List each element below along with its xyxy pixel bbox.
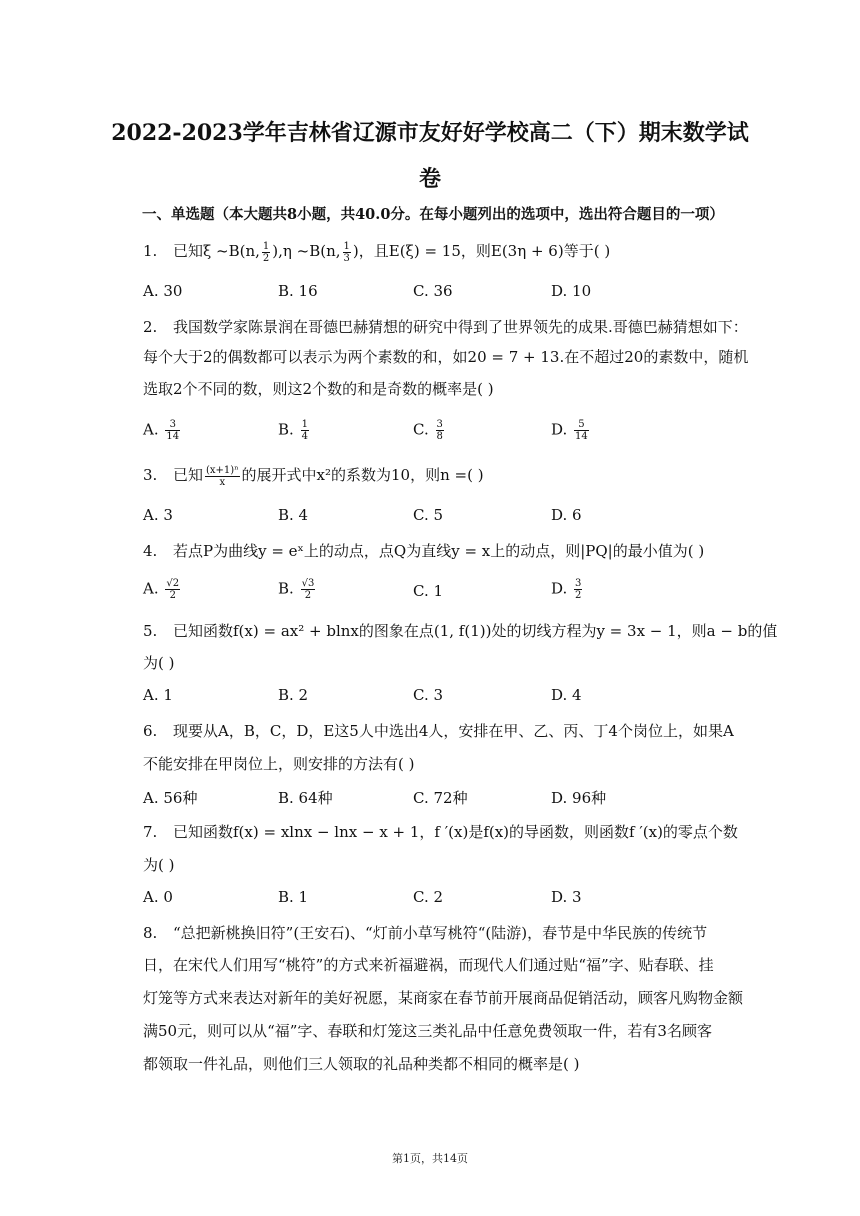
question-number: 4. (143, 542, 158, 560)
option-c[interactable]: C. 72种 (413, 789, 468, 807)
question-number: 3. (143, 466, 158, 484)
question-number: 8. (143, 924, 158, 942)
question-number: 1. (143, 242, 158, 260)
option-a[interactable]: A. $\frac{√2}{2}$ (143, 578, 180, 601)
question-1 (143, 240, 610, 264)
option-c[interactable]: C. 5 (413, 506, 444, 524)
q8-line-3: 灯笼等方式来表达对新年的美好祝愿，某商家在春节前开展商品促销活动，顾客凡购物金额 (143, 989, 744, 1007)
q6-line-2: 不能安排在甲岗位上，则安排的方法有( ) (143, 755, 415, 773)
question-8: 8. “总把新桃换旧符”(王安石)、“灯前小草写桃符“(陆游)，春节是中华民族的传统节 (143, 924, 708, 942)
option-b[interactable]: B. 16 (278, 282, 318, 300)
option-d[interactable]: D. 10 (551, 282, 592, 300)
question-number: 2. (143, 318, 158, 336)
question-6: 6. 现要从A，B，C，D，E这5人中选出4人，安排在甲、乙、丙、丁4个岗位上，如果A (143, 722, 734, 740)
q5-line-2: 为( ) (143, 654, 175, 672)
option-c[interactable]: C. $\frac{3}{8}$ (413, 419, 443, 442)
option-a[interactable]: A. 0 (143, 888, 173, 906)
q8-line-2: 日，在宋代人们用写“桃符”的方式来祈福避祸，而现代人们通过贴“福”字、贴春联、挂 (143, 956, 714, 974)
fraction: $\frac{\text{(x+1)ⁿ}}{x}$ (206, 464, 239, 488)
option-b[interactable]: B. 64种 (278, 789, 333, 807)
q8-line-5: 都领取一件礼品，则他们三人领取的礼品种类都不相同的概率是( ) (143, 1055, 580, 1073)
question-2 (143, 316, 748, 337)
question-3: 3. 已知 $\frac{\text{(x+1)ⁿ}}{x}$ 的展开式中x²的系数为10，则n =( ) (143, 464, 484, 488)
option-a[interactable]: A. 1 (143, 686, 173, 704)
option-b[interactable]: B. 4 (278, 506, 309, 524)
question-7-options (143, 888, 743, 912)
question-5-options (143, 686, 743, 710)
option-b[interactable]: B. $\frac{√3}{2}$ (278, 578, 315, 601)
q2-line-3: 选取2个不同的数，则这2个数的和是奇数的概率是( ) (143, 380, 494, 398)
fraction: $\frac{1}{2}$ (262, 240, 270, 264)
question-4-options (143, 578, 743, 602)
option-d[interactable]: D. 96种 (551, 789, 607, 807)
question-4: 4. 若点P为曲线y = eˣ上的动点，点Q为直线y = x上的动点，则|PQ|的最小值为( ) (143, 542, 705, 560)
question-7: 7. 已知函数f(x) = xlnx − lnx − x + 1，f ′(x)是f(x)的导函数，则函数f ′(x)的零点个数 (143, 823, 738, 841)
question-number: 6. (143, 722, 158, 740)
q1-text-mid: ),η ~B(n, (272, 242, 341, 260)
option-a[interactable]: A. 56种 (143, 789, 198, 807)
question-5: 5. 已知函数f(x) = ax² + blnx的图象在点(1, f(1))处的切线方程为y = 3x − 1，则a − b的值 (143, 622, 778, 640)
fraction: $\frac{1}{3}$ (343, 240, 350, 264)
q1-text-post: )，且E(ξ) = 15，则E(3η + 6)等于( ) (352, 242, 611, 260)
option-a[interactable]: A. 30 (143, 282, 183, 300)
question-1-options (143, 282, 743, 306)
question-2-options (143, 419, 743, 443)
option-d[interactable]: D. $\frac{5}{14}$ (551, 419, 588, 442)
option-a[interactable]: A. $\frac{3}{14}$ (143, 419, 180, 442)
q7-line-2: 为( ) (143, 856, 175, 874)
page-footer: 第1页，共14页 (392, 1152, 468, 1165)
option-d[interactable]: D. 3 (551, 888, 582, 906)
title-line-1: 2022-2023学年吉林省辽源市友好好学校高二（下）期末数学试 (111, 120, 749, 146)
option-b[interactable]: B. 2 (278, 686, 309, 704)
q2-line-1: 我国数学家陈景润在哥德巴赫猜想的研究中得到了世界领先的成果.哥德巴赫猜想如下： (173, 318, 748, 336)
option-c[interactable]: C. 2 (413, 888, 444, 906)
option-c[interactable]: C. 36 (413, 282, 453, 300)
title-line-2: 卷 (418, 166, 441, 192)
q1-text-pre: 已知ξ ~B(n, (173, 242, 260, 260)
question-3-options (143, 506, 743, 530)
option-a[interactable]: A. 3 (143, 506, 173, 524)
option-d[interactable]: D. 6 (551, 506, 582, 524)
question-6-options (143, 787, 743, 811)
q2-line-2: 每个大于2的偶数都可以表示为两个素数的和，如20 = 7 + 13.在不超过20的素数中，随机 (143, 348, 749, 366)
option-d[interactable]: D. $\frac{3}{2}$ (551, 578, 582, 601)
question-number: 5. (143, 622, 158, 640)
option-c[interactable]: C. 3 (413, 686, 444, 704)
q8-line-4: 满50元，则可以从“福”字、春联和灯笼这三类礼品中任意免费领取一件，若有3名顾客 (143, 1022, 712, 1040)
option-c[interactable]: C. 1 (413, 582, 444, 600)
option-b[interactable]: B. $\frac{1}{4}$ (278, 419, 308, 442)
question-number: 7. (143, 823, 158, 841)
option-d[interactable]: D. 4 (551, 686, 582, 704)
section-header: 一、单选题（本大题共8小题，共40.0分。在每小题列出的选项中，选出符合题目的一项） (142, 206, 724, 223)
exam-title (100, 110, 760, 202)
option-b[interactable]: B. 1 (278, 888, 309, 906)
